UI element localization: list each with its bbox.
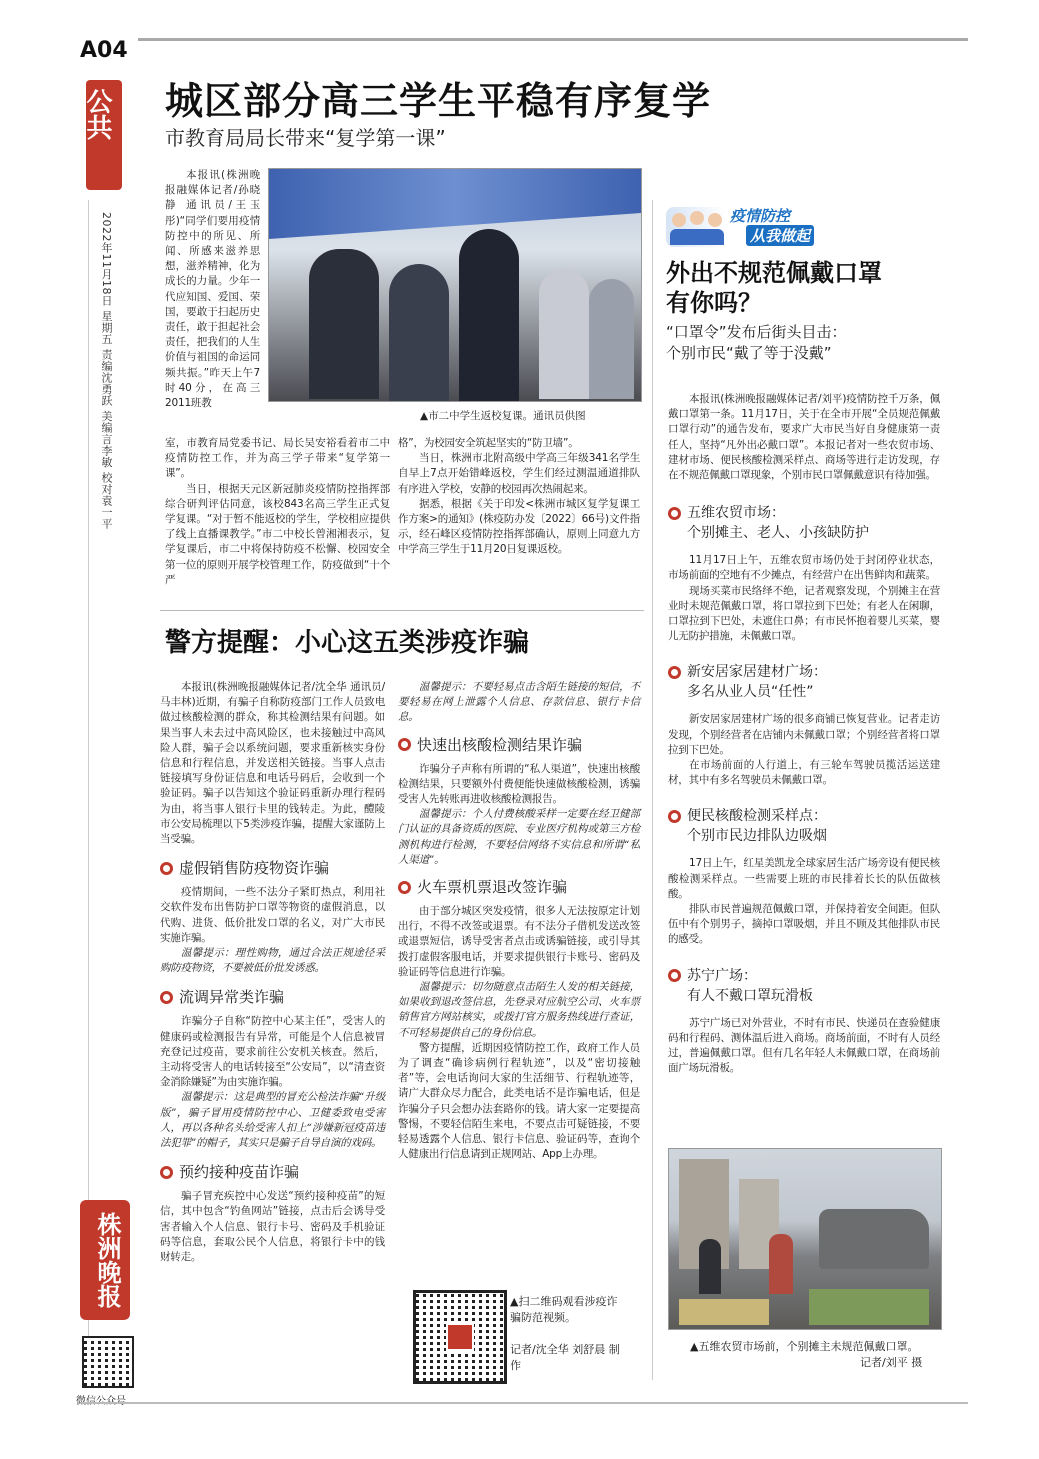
fraud-section-heading [160,859,385,877]
article1-para: 格”，为校园安全筑起坚实的“防卫墙”。 [398,437,579,449]
fraud-section-heading [398,878,640,896]
article1-para: 当日，株洲市北附高级中学高三年级341名学生自早上7点开始错峰返校，学生们经过测温通道排队有序进入学校，安静的校园再次热闹起来。 [398,452,640,495]
title-line: 有你吗？ [666,289,762,317]
fraud-body: 诈骗分子自称“防控中心某主任”，受害人的健康码或检测报告有异常，可能是个人信息被冒充登记过疫苗，要求前往公安机关核查。然后，主动将受害人的电话转接至“公安局”，以“清查资金消除嫌疑”为由实施诈骗。 [160,1015,385,1089]
article1-left-col [165,168,260,411]
article2-closing: 警方提醒，近期因疫情防控工作，政府工作人员为了调查“确诊病例行程轨迹”，以及“密切接触者”等，会电话询问大家的生活细节、行程轨迹等，请广大群众尽力配合，此类电话不是诈骗电话，但是诈骗分子只会想办法套路你的钱。请大家一定要提高警惕，不要轻信陌生来电，不要点击可疑链接，不要轻易透露个人信息、银行卡信息、验证码等，查询个人健康出行信息请到正规网站、App上办理。 [398,1041,640,1161]
inspection-place: 新安居家居建材广场： [687,664,827,681]
inspection-heading [668,503,940,523]
title-line: 外出不规范佩戴口罩 [666,259,882,287]
market-photo-caption: ▲五维农贸市场前，个别摊主未规范佩戴口罩。 [690,1340,919,1353]
article2-intro: 本报讯(株洲晚报融媒体记者/沈全华 通讯员/马丰林)近期，有骗子自称防疫部门工作人员致电做过核酸检测的群众，称其检测结果有问题。如果当事人未去过中高风险区，也未接触过中高风险人群，骗子会以系统问题，要求重新核实身份信息和行程信息，并发送相关链接。当事人点击链接填写身份证信息和电话号码后，会收到一个验证码。骗子以告知这个验证码重新办理行程码为由，将当事人银行卡里的钱转走。为此，醴陵市公安局梳理以下5类涉疫诈骗，提醒大家谨防上当受骗。 [160,681,385,846]
market-photo-credit: 记者/刘平 摄 [860,1356,923,1369]
inspection-section [668,966,940,1077]
inspection-heading [668,806,940,826]
fraud-tip: 温馨提示：这是典型的冒充公检法诈骗“升级版”，骗子冒用疫情防控中心、卫健委致电受害人，再以各种名头给受害人扣上“涉嫌新冠疫苗违法犯罪”的帽子，其实只是骗子自导自演的戏码。 [160,1091,385,1150]
qr-caption: ▲扫二维码观看涉疫诈骗防范视频。 [510,1295,618,1324]
article1-photo [268,168,642,402]
bullet-icon [160,991,173,1004]
inspection-headline: 个别摊主、老人、小孩缺防护 [687,525,869,542]
inspection-para: 新安居家居建材广场的很多商铺已恢复营业。记者走访发现，个别经营者在店铺内未佩戴口罩；个别经营者将口罩拉到下巴处。 [668,713,940,756]
fraud-heading-text: 火车票机票退改签诈骗 [417,878,568,897]
fraud-section-heading [160,988,385,1006]
bullet-icon [160,1166,173,1179]
inspection-headline: 个别市民边排队边吸烟 [687,828,827,845]
inspection-para: 苏宁广场已对外营业，不时有市民、快递员在查验健康码和行程码、测体温后进入商场。商场前面，不时有人员经过，普遍佩戴口罩。但有几名年轻人未佩戴口罩，在商场前面广场玩滑板。 [668,1016,940,1075]
page-number: A04 [80,38,128,63]
fraud-heading-text: 虚假销售防疫物资诈骗 [179,859,330,878]
badge-line1: 疫情防控 [730,207,791,225]
badge-line2: 从我做起 [746,225,814,246]
footer-rule [80,1402,968,1404]
fraud-tip: 温馨提示：理性购物，通过合法正规途径采购防疫物资，不要被低价批发诱惑。 [160,947,385,975]
fraud-body: 疫情期间，一些不法分子紧盯热点，利用社交软件发布出售防护口罩等物资的虚假消息，以代购、进货、低价批发口罩的名义，对广大市民实施诈骗。 [160,886,385,944]
fraud-section-heading [160,1163,385,1181]
inspection-heading [668,966,940,986]
fraud-body: 由于部分城区突发疫情，很多人无法按原定计划出行，不得不改签或退票。有不法分子借机发送改签或退票短信，诱导受害者点击或诱骗链接，或引导其拨打虚假客服电话，并要求提供银行卡账号、密码及验证码等信息进行诈骗。 [398,905,640,978]
article1-body-right [398,436,640,558]
bullet-icon [668,666,681,679]
inspection-heading [668,662,940,682]
inspection-section [668,806,940,947]
qr-credit: 记者/沈全华 刘舒晨 制作 [510,1343,620,1372]
article2-title: 警方提醒：小心这五类涉疫诈骗 [165,628,530,658]
bullet-icon [668,507,681,520]
inspection-section [668,503,940,644]
article3-subtitle [666,322,946,364]
fraud-body: 诈骗分子声称有所谓的“私人渠道”，快速出核酸检测结果，只要额外付费便能快速做核酸检测，诱骗受害人先转账再进收核酸检测报告。 [398,762,640,806]
fraud-heading-text: 预约接种疫苗诈骗 [179,1163,300,1182]
fraud-video-qr-code[interactable] [413,1290,507,1384]
fraud-tip: 温馨提示：切勿随意点击陌生人发的相关链接，如果收到退改签信息，先登录对应航空公司、火车票销售官方网站核实，或拨打官方服务热线进行查证，不可轻易提供自己的身份信息。 [398,981,640,1039]
bullet-icon [398,738,411,751]
inspection-place: 便民核酸检测采样点： [687,808,827,825]
bullet-icon [160,862,173,875]
fraud-heading-text: 流调异常类诈骗 [179,988,285,1007]
wechat-label: 微信公众号 [76,1396,126,1407]
fraud-heading-text: 快速出核酸检测结果诈骗 [417,735,583,754]
article3-intro: 本报讯(株洲晚报融媒体记者/刘平)疫情防控千万条，佩戴口罩第一条。11月17日，关于在全市开展“全员规范佩戴口罩行动”的通告发布，要求广大市民当好自身健康第一责任人，坚持“凡外出必戴口罩”。本报记者对一些农贸市场、建材市场、便民核酸检测采样点、商场等进行走访发现，存在不规范佩戴口罩现象，个别市民口罩佩戴意识有待加强。 [668,393,940,482]
inspection-para: 17日上午，红星美凯龙全球家居生活广场旁设有便民核酸检测采样点。一些需要上班的市民排着长长的队伍做核酸。 [668,857,940,900]
page-meta: 2022年11月18日 星期五 责编沈勇跃 美编言李敏 校对袁一平 [100,212,113,530]
article2-col-left [160,680,385,1265]
bullet-icon [668,810,681,823]
inspection-para: 在市场前面的人行道上，有三轮车驾驶员揽活运送建材，其中有多名驾驶员未佩戴口罩。 [668,759,940,787]
article2-col-right [398,680,640,1162]
campaign-badge [666,203,826,249]
fraud-tip: 温馨提示：不要轻易点击含陌生链接的短信，不要轻易在网上泄露个人信息、存款信息、银行卡信息。 [398,681,640,724]
fraud-body: 骗子冒充疾控中心发送“预约接种疫苗”的短信，其中包含“钓鱼网站”链接，点击后会诱导受害者输入个人信息、银行卡号、密码及手机验证码等信息，套取公民个人信息，将银行卡中的钱财转走。 [160,1190,385,1264]
bullet-icon [668,969,681,982]
article1-para: 当日，根据天元区新冠肺炎疫情防控指挥部综合研判评估同意，该校843名高三学生正式复学复课。“对于暂不能返校的学生，学校相应提供了线上直播课教学。”市二中校长曾湘湘表示，复学复课后，市二中将保持防疫不松懈、校园安全第一位的原则开展学校管理工作，防疫做到“十个严 [165,482,390,586]
article3-body [668,392,940,1076]
article1-para: 室，市教育局党委书记、局长吴安裕看着市二中疫情防控工作，并为高三学子带来“复学第一课”。 [165,437,390,480]
subtitle-line: 个别市民“戴了等于没戴” [666,344,832,362]
inspection-headline: 有人不戴口罩玩滑板 [687,987,813,1004]
inspection-headline: 多名从业人员“任性” [687,684,814,701]
paper-logo: 株洲晚报 [80,1200,130,1320]
health-workers-icon [666,207,726,247]
inspection-section [668,662,940,788]
article1-subtitle: 市教育局局长带来“复学第一课” [165,126,446,150]
inspection-place: 苏宁广场： [687,967,757,984]
article1-title: 城区部分高三学生平稳有序复学 [165,79,712,123]
market-photo [668,1148,942,1330]
fraud-section-heading [398,736,640,754]
inspection-place: 五维农贸市场： [687,505,785,522]
header-rule [138,38,968,41]
section-label-text: 公共 [82,88,112,140]
article1-body-left [165,436,390,588]
fraud-tip: 温馨提示：个人付费核酸采样一定要在经卫健部门认证的具备资质的医院、专业医疗机构或第三方检测机构进行检测，不要轻信网络不实信息和所谓“私人渠道”。 [398,808,640,866]
wechat-qr-code [82,1336,134,1388]
article1-para: 据悉，根据《关于印发<株洲市城区复学复课工作方案>的通知》(株疫防办发〔2022〕66号)文件指示，经石峰区疫情防控指挥部确认，原则上同意九方中学高三学生于11月20日复课返校。 [398,497,640,556]
article1-photo-caption: ▲市二中学生返校复课。通讯员供图 [420,410,586,422]
inspection-para: 11月17日上午，五维农贸市场仍处于封闭停业状态，市场前面的空地有不少摊点，有经营户在出售鲜肉和蔬菜。 [668,554,940,582]
subtitle-line: “口罩令”发布后街头目击： [666,323,847,341]
bullet-icon [398,881,411,894]
article3-title [666,258,946,318]
inspection-para: 现场买菜市民络绎不绝，记者观察发现，个别摊主在营业时未规范佩戴口罩，将口罩拉到下巴处；有老人在闲聊，口罩拉到下巴处，未遮住口鼻；有市民怀抱着婴儿买菜，婴儿无防护措施，未佩戴口罩。 [668,584,940,643]
article1-lead: 本报讯(株洲晚报融媒体记者/孙晓静 通讯员/王玉彤)“同学们要用疫情防控中的所见、所闻、所感来滋养思想，滋养精神，化为成长的力量。少年一代应知国、爱国、荣国，要敢于扫起历史责任，敢于担起社会责任，把我们的人生价值与祖国的命运同频共振。”昨天上午7时40分，在高三2011班教 [165,169,260,410]
inspection-para: 排队市民普遍规范佩戴口罩，并保持着安全间距。但队伍中有个别男子，摘掉口罩吸烟，并且不顾及其他排队市民的感受。 [668,903,940,946]
